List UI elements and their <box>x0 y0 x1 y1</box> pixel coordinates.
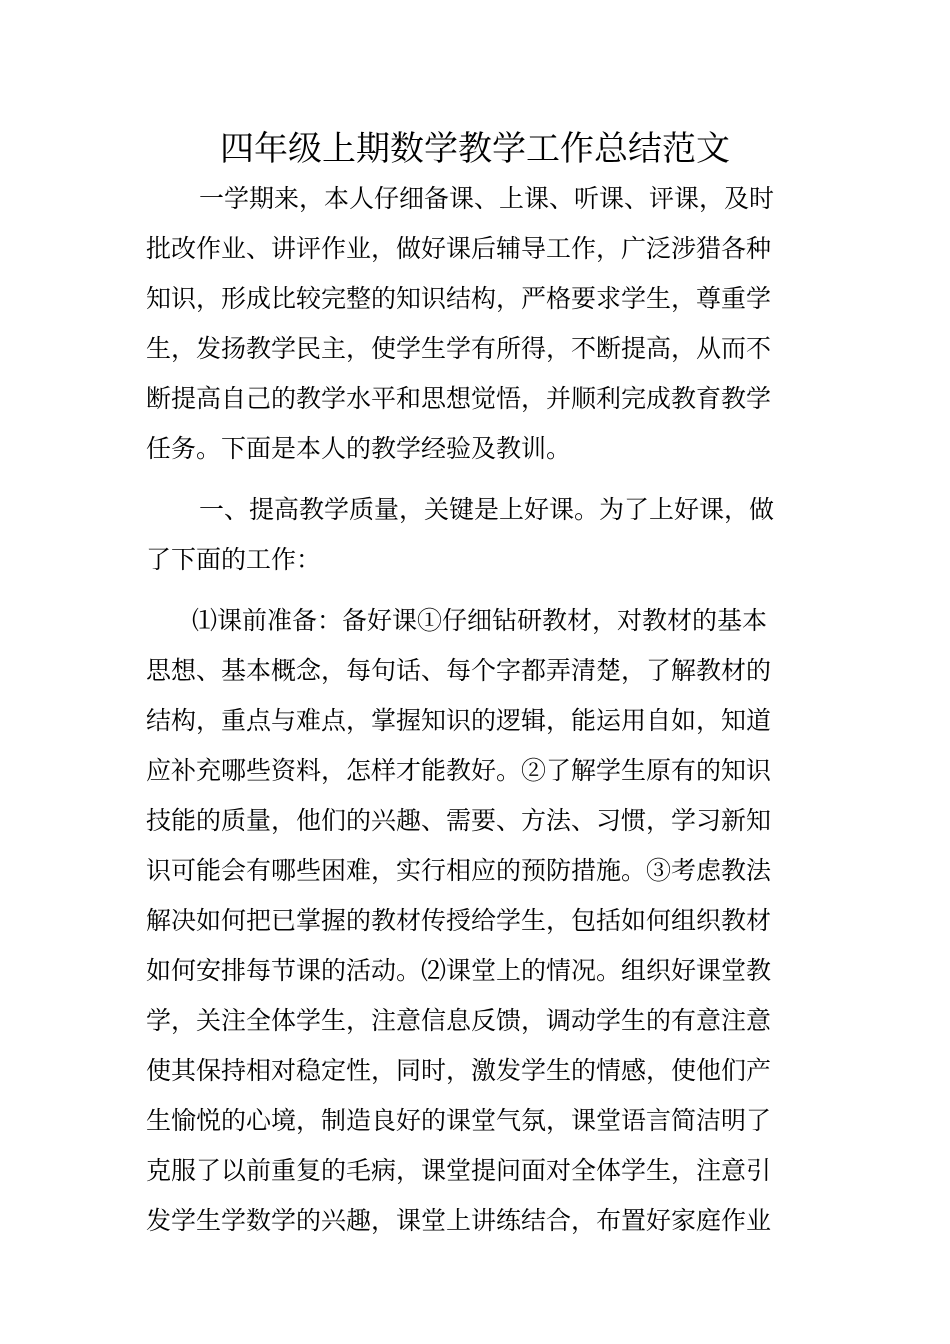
text-line: 克服了以前重复的毛病，课堂提问面对全体学生，注意引 <box>146 1156 772 1185</box>
text-line: 发学生学数学的兴趣，课堂上讲练结合，布置好家庭作业 <box>146 1206 772 1235</box>
text-line: 技能的质量，他们的兴趣、需要、方法、习惯，学习新知 <box>146 806 772 835</box>
text-line: 断提高自己的教学水平和思想觉悟，并顺利完成教育教学 <box>146 384 772 413</box>
text-line: 生愉悦的心境，制造良好的课堂气氛，课堂语言简洁明了 <box>146 1106 772 1135</box>
text-line: 解决如何把已掌握的教材传授给学生，包括如何组织教材 <box>146 906 772 935</box>
text-line: 使其保持相对稳定性，同时，激发学生的情感，使他们产 <box>146 1056 772 1085</box>
text-line: ⑴课前准备：备好课①仔细钻研教材，对教材的基本 <box>192 606 768 635</box>
text-line: 任务。下面是本人的教学经验及教训。 <box>146 434 572 463</box>
text-line: 批改作业、讲评作业，做好课后辅导工作，广泛涉猎各种 <box>146 234 772 263</box>
text-line: 识可能会有哪些困难，实行相应的预防措施。③考虑教法 <box>146 856 772 885</box>
document-body <box>146 174 814 1246</box>
text-line: 思想、基本概念，每句话、每个字都弄清楚，了解教材的 <box>146 656 772 685</box>
text-line: 知识，形成比较完整的知识结构，严格要求学生，尊重学 <box>146 284 772 313</box>
text-line: 应补充哪些资料，怎样才能教好。②了解学生原有的知识 <box>146 756 772 785</box>
text-line: 了下面的工作： <box>146 545 322 574</box>
text-line: 结构，重点与难点，掌握知识的逻辑，能运用自如，知道 <box>146 706 772 735</box>
document-title: 四年级上期数学教学工作总结范文 <box>220 129 730 169</box>
text-line: 一学期来，本人仔细备课、上课、听课、评课，及时 <box>199 184 775 213</box>
text-line: 学，关注全体学生，注意信息反馈，调动学生的有意注意 <box>146 1006 772 1035</box>
text-line: 一、提高教学质量，关键是上好课。为了上好课，做 <box>199 495 775 524</box>
text-line: 如何安排每节课的活动。⑵课堂上的情况。组织好课堂教 <box>146 956 772 985</box>
text-line: 生，发扬教学民主，使学生学有所得，不断提高，从而不 <box>146 334 772 363</box>
